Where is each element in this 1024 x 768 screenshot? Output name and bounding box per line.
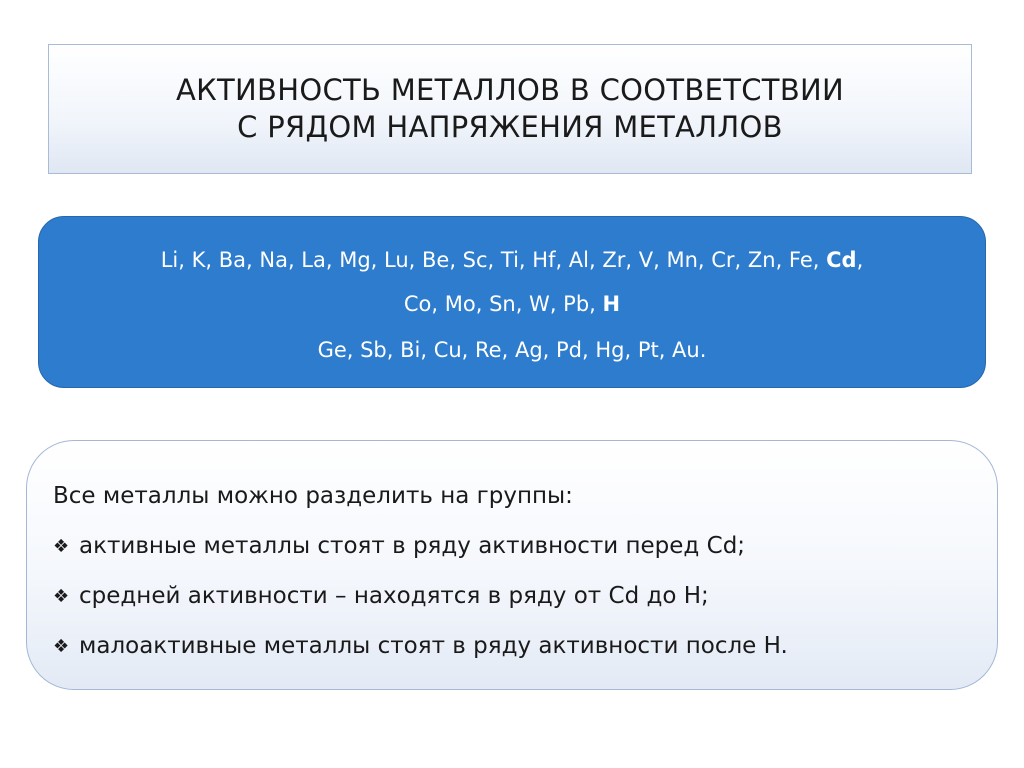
group-item-text: малоактивные металлы стоят в ряду активности после H. (79, 633, 788, 659)
series-line-1-text: Li, K, Ba, Na, La, Mg, Lu, Be, Sc, Ti, Hf, Al, Zr, V, Mn, Cr, Zn, Fe, (160, 248, 827, 272)
series-line-1-tail: , (856, 248, 864, 272)
slide-title (176, 72, 844, 146)
group-item-text: средней активности – находятся в ряду от Cd до H; (79, 583, 709, 609)
diamond-dots-icon: ❖ (53, 536, 70, 557)
group-item-text: активные металлы стоят в ряду активности перед Cd; (79, 533, 746, 559)
cd-highlight: Cd (826, 248, 857, 272)
group-item-medium (53, 571, 997, 621)
title-box (48, 44, 972, 174)
series-line-1 (39, 243, 985, 287)
activity-series-box (38, 216, 986, 388)
group-item-active (53, 521, 997, 571)
diamond-dots-icon: ❖ (53, 636, 70, 657)
diamond-dots-icon: ❖ (53, 586, 70, 607)
h-highlight: H (602, 292, 621, 316)
series-line-3: Ge, Sb, Bi, Cu, Re, Ag, Pd, Hg, Pt, Au. (317, 338, 707, 362)
series-line-2 (39, 287, 985, 333)
series-line-2-text: Co, Mo, Sn, W, Pb, (403, 292, 603, 316)
groups-box (26, 440, 998, 690)
groups-intro: Все металлы можно разделить на группы: (53, 483, 573, 509)
group-item-low (53, 621, 997, 671)
title-line-1: АКТИВНОСТЬ МЕТАЛЛОВ В СООТВЕТСТВИИ (176, 73, 844, 107)
title-line-2: С РЯДОМ НАПРЯЖЕНИЯ МЕТАЛЛОВ (237, 110, 783, 144)
